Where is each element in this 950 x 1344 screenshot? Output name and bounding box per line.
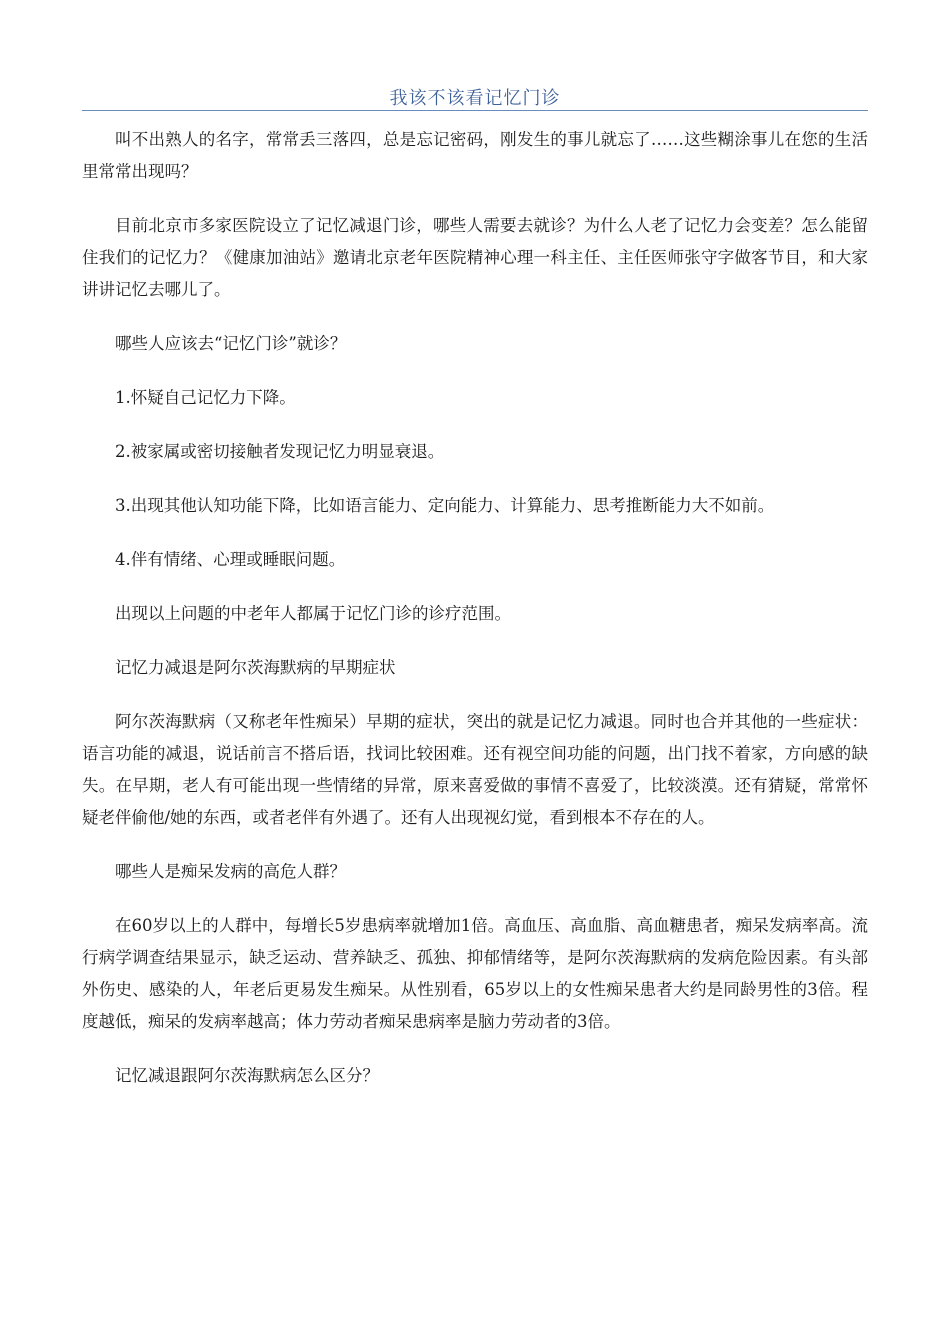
paragraph-background: 目前北京市多家医院设立了记忆减退门诊，哪些人需要去就诊？为什么人老了记忆力会变差？怎么能留住我们的记忆力？《健康加油站》邀请北京老年医院精神心理一科主任、主任医师张守字做客节目，和大家讲讲记忆去哪儿了。 [82,216,868,299]
paragraph-risk-factors: 在60岁以上的人群中，每增长5岁患病率就增加1倍。高血压、高血脂、高血糖患者，痴呆发病率高。流行病学调查结果显示，缺乏运动、营养缺乏、孤独、抑郁情绪等，是阿尔茨海默病的发病危险因素。有头部外伤史、感染的人，年老后更易发生痴呆。从性别看，65岁以上的女性痴呆患者大约是同龄男性的3倍。程度越低，痴呆的发病率越高；体力劳动者痴呆患病率是脑力劳动者的3倍。 [82,916,868,1031]
section-heading-who-should-visit: 哪些人应该去“记忆门诊”就诊？ [115,334,347,353]
list-item-1: 1.怀疑自己记忆力下降。 [115,388,296,407]
page-title: 我该不该看记忆门诊 [389,88,561,109]
section-heading-early-symptom: 记忆力减退是阿尔茨海默病的早期症状 [115,658,396,677]
section-heading-distinguish: 记忆减退跟阿尔茨海默病怎么区分？ [115,1066,379,1085]
list-item-3: 3.出现其他认知功能下降，比如语言能力、定向能力、计算能力、思考推断能力大不如前。 [115,496,775,515]
paragraph-intro: 叫不出熟人的名字，常常丢三落四，总是忘记密码，刚发生的事儿就忘了……这些糊涂事儿在您的生活里常常出现吗？ [82,130,868,181]
article-body [82,124,868,1114]
page-header [82,80,868,111]
paragraph-symptoms: 阿尔茨海默病（又称老年性痴呆）早期的症状，突出的就是记忆力减退。同时也合并其他的一些症状：语言功能的减退，说话前言不搭后语，找词比较困难。还有视空间功能的问题，出门找不着家，方向感的缺失。在早期，老人有可能出现一些情绪的异常，原来喜爱做的事情不喜爱了，比较淡漠。还有猜疑，常常怀疑老伴偷他/她的东西，或者老伴有外遇了。还有人出现视幻觉，看到根本不存在的人。 [82,712,868,827]
paragraph-scope: 出现以上问题的中老年人都属于记忆门诊的诊疗范围。 [115,604,511,623]
list-item-2: 2.被家属或密切接触者发现记忆力明显衰退。 [115,442,445,461]
section-heading-high-risk: 哪些人是痴呆发病的高危人群？ [115,862,346,881]
list-item-4: 4.伴有情绪、心理或睡眠问题。 [115,550,346,569]
